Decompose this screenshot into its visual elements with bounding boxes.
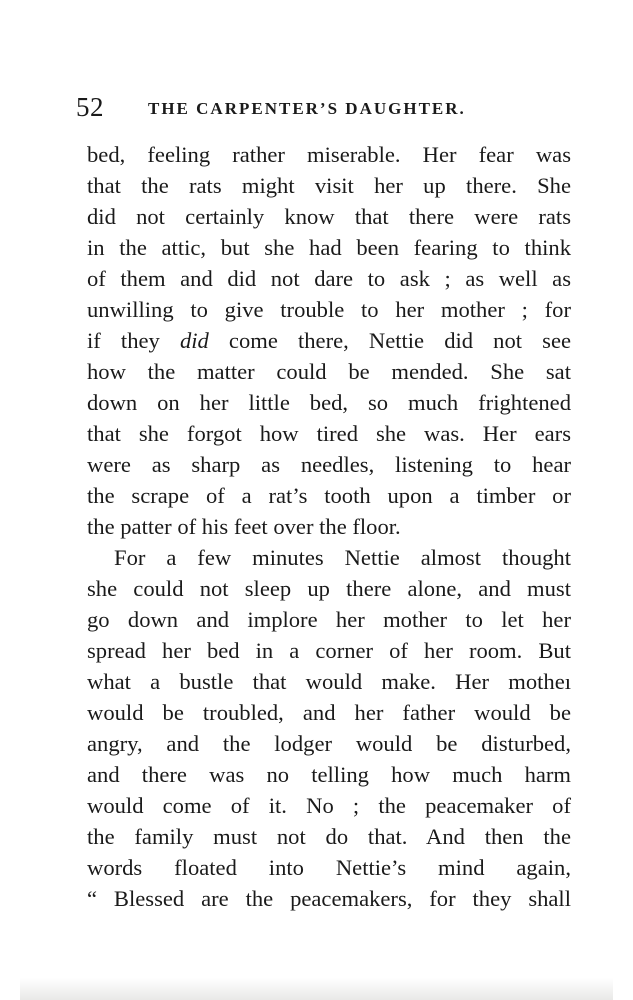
text-line: the family must not do that. And then the [87, 824, 571, 849]
text-line: and there was no telling how much harm [87, 762, 571, 787]
text-line: in the attic, but she had been fearing to think [87, 235, 571, 260]
text-line: angry, and the lodger would be disturbed, [87, 731, 571, 756]
text-line: For a few minutes Nettie almost thought [114, 545, 571, 570]
text-line: “ Blessed are the peacemakers, for they shall [87, 886, 571, 911]
text-line: the scrape of a rat’s tooth upon a timber or [87, 483, 571, 508]
text-line: how the matter could be mended. She sat [87, 359, 571, 384]
text-line: words floated into Nettie’s mind again, [87, 855, 571, 880]
text-line: unwilling to give trouble to her mother ; for [87, 297, 571, 322]
text-line: down on her little bed, so much frightened [87, 390, 571, 415]
text-line: did not certainly know that there were rats [87, 204, 571, 229]
page-header [76, 92, 576, 132]
text-line: would come of it. No ; the peacemaker of [87, 793, 571, 818]
text-line: if they did come there, Nettie did not see [87, 328, 572, 353]
text-line: she could not sleep up there alone, and must [87, 576, 571, 601]
emphasis-word: did [179, 328, 209, 353]
text-line: the patter of his feet over the floor. [87, 514, 401, 539]
text-line: of them and did not dare to ask ; as well as [87, 266, 571, 291]
text-line: spread her bed in a corner of her room. But [87, 638, 571, 663]
page-number: 52 [76, 92, 104, 122]
text-line: that the rats might visit her up there. She [87, 173, 571, 198]
text-line: go down and implore her mother to let her [87, 607, 571, 632]
text-line: what a bustle that would make. Her motheı [87, 669, 571, 694]
text-line: that she forgot how tired she was. Her ears [87, 421, 571, 446]
running-title: THE CARPENTER’S DAUGHTER. [148, 99, 466, 118]
text-line: would be troubled, and her father would be [87, 700, 571, 725]
text-line: bed, feeling rather miserable. Her fear was [87, 142, 571, 167]
text-line: were as sharp as needles, listening to hear [87, 452, 571, 477]
